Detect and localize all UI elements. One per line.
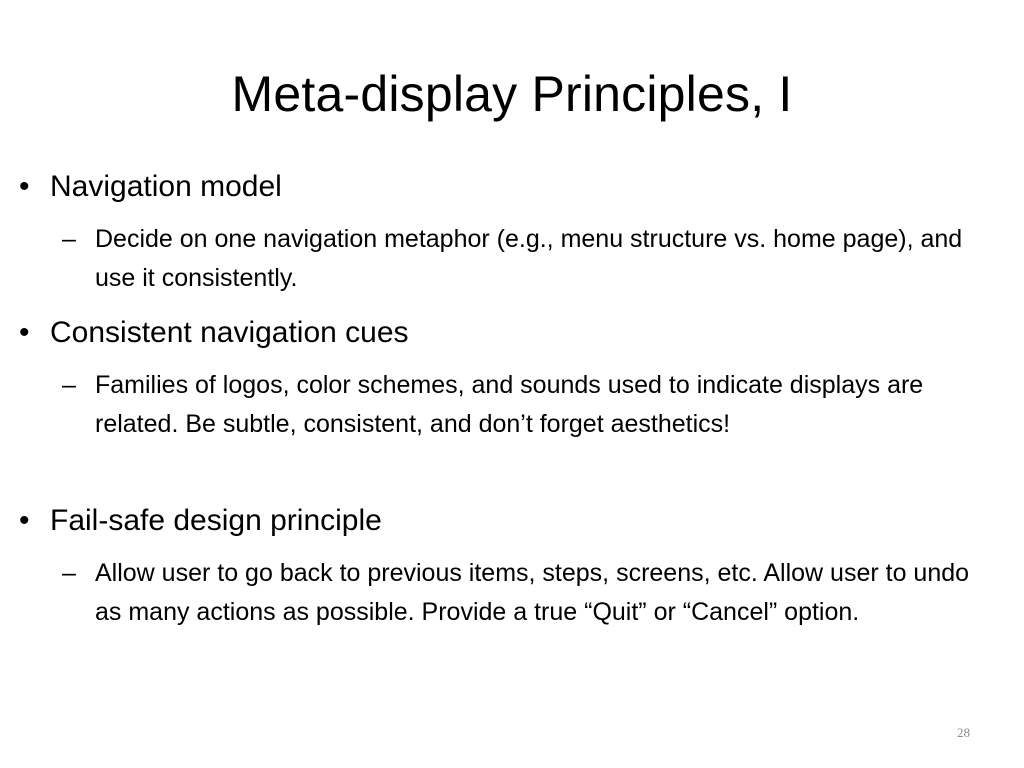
dash-icon: – bbox=[62, 559, 76, 587]
bullet-icon: • bbox=[19, 170, 30, 203]
sub-bullet-text: Allow user to go back to previous items, steps, screens, etc. Allow user to undo as many actions as possible. Provide a true “Quit” or “Cancel” option. bbox=[95, 559, 970, 626]
slide-title: Meta-display Principles, I bbox=[231, 66, 793, 122]
bullet-text: Consistent navigation cues bbox=[50, 316, 409, 349]
bullet-text: Navigation model bbox=[50, 170, 282, 203]
sub-bullet-text: Decide on one navigation metaphor (e.g., menu structure vs. home page), and use it consistently. bbox=[95, 225, 963, 292]
page-number: 28 bbox=[957, 725, 970, 740]
bullet-icon: • bbox=[19, 504, 30, 537]
bullet-text: Fail-safe design principle bbox=[50, 504, 382, 537]
sub-bullet-text: Families of logos, color schemes, and sounds used to indicate displays are related. Be subtle, consistent, and don’t forget aesthetics! bbox=[95, 371, 924, 438]
bullet-icon: • bbox=[19, 316, 30, 349]
dash-icon: – bbox=[62, 371, 76, 399]
dash-icon: – bbox=[62, 225, 76, 253]
